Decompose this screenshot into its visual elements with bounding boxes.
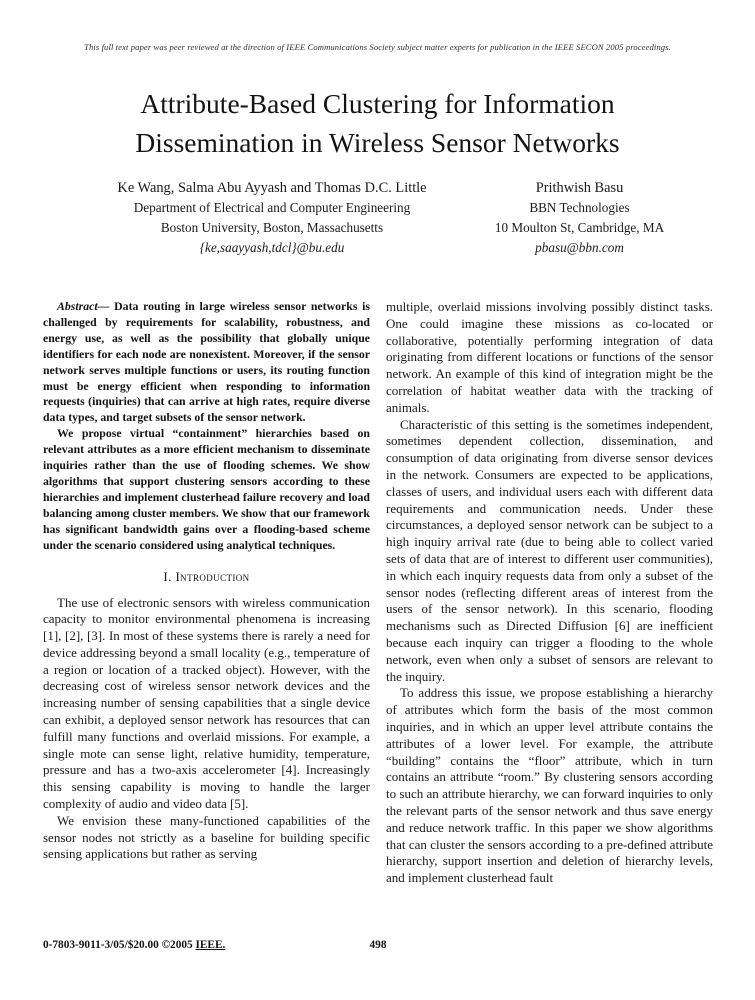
section-title: Introduction bbox=[175, 568, 250, 584]
right-column bbox=[386, 299, 713, 887]
abstract-paragraph-1 bbox=[43, 299, 370, 426]
page-number: 498 bbox=[369, 939, 387, 951]
intro-paragraph-2: We envision these many-functioned capabilities of the sensor nodes not strictly as a baseline for building specific sensing applications but rather as serving bbox=[43, 812, 370, 862]
author-affiliation-university: Boston University, Boston, Massachusetts bbox=[160, 220, 384, 235]
characteristic-paragraph: Characteristic of this setting is the sometimes independent, sometimes dependent collection, dissemination, and consumption of data originating from diverse sensor devices in the network. Consumers are expected to be applications, classes of users, and individual users each with different data requirements and communication needs. Under these circumstances, a deployed sensor network can be subject to a high inquiry arrival rate (due to being able to collect varied sets of data that are of interest to different user communities), in which each inquiry requests data from only a subset of the sensor nodes (reflecting different areas of interest from the users of the sensor network). In this scenario, flooding mechanisms such as Directed Diffusion [6] are inefficient because each inquiry can trigger a flooding to the whole network, even when only a subset of sensors are relevant to the inquiry. bbox=[386, 416, 713, 684]
abstract-paragraph-2: We propose virtual “containment” hierarchies based on relevant attributes as a more efficient mechanism to disseminate inquiries rather than the use of flooding schemes. We show algorithms that support clustering sensors according to these hierarchies and implement clusterhead failure recovery and load balancing among cluster members. We show that our framework has significant bandwidth gains over a flooding-based scheme under the scenario considered using analytical techniques. bbox=[43, 426, 370, 552]
author-affiliation-address: 10 Moulton St, Cambridge, MA bbox=[494, 220, 665, 235]
copyright-text: 0-7803-9011-3/05/$20.00 ©2005 bbox=[43, 939, 196, 951]
author-affiliation-dept: Department of Electrical and Computer Engineering bbox=[133, 200, 411, 215]
author-email: {ke,saayyash,tdcl}@bu.edu bbox=[199, 240, 345, 255]
paper-title-line-1: Attribute-Based Clustering for Information bbox=[140, 88, 615, 119]
peer-review-notice: This full text paper was peer reviewed at the direction of IEEE Communications Society subject matter experts for publication in the IEEE SECON 2005 proceedings. bbox=[84, 42, 671, 52]
abstract-text-1: Data routing in large wireless sensor networks is challenged by requirements for scalability, robustness, and energy use, as well as the possibility that globally unique identifiers for each node are nonexistent. Moreover, if the sensor network serves multiple functions or users, its routing function must be energy efficient when responding to information requests (inquiries) that can arrive at high rates, require diverse data types, and target subsets of the sensor network. bbox=[43, 299, 370, 425]
author-names: Prithwish Basu bbox=[535, 180, 624, 196]
two-column-body bbox=[43, 299, 713, 887]
author-affiliation-company: BBN Technologies bbox=[529, 200, 630, 215]
abstract-label: Abstract— bbox=[57, 299, 110, 313]
abstract bbox=[43, 299, 370, 554]
introduction-text-right bbox=[386, 299, 713, 887]
author-names: Ke Wang, Salma Abu Ayyash and Thomas D.C. Little bbox=[117, 180, 427, 196]
copyright-ieee: IEEE. bbox=[195, 939, 226, 951]
paper-title-line-2: Dissemination in Wireless Sensor Networks bbox=[135, 126, 620, 158]
author-block-bu bbox=[72, 178, 472, 258]
section-heading-introduction bbox=[43, 569, 370, 585]
proposal-paragraph: To address this issue, we propose establishing a hierarchy of attributes which form the basis of the most common inquiries, and in which an upper level attribute contains the attributes of a lower level. For example, the attribute “building” contains the “floor” attribute, which in turn contains an attribute “room.” By clustering sensors according to such an attribute hierarchy, we can forward inquiries to only the relevant parts of the sensor network and thus save energy and reduce network traffic. In this paper we show algorithms that can cluster the sensors according to a pre-defined attribute hierarchy, support insertion and deletion of hierarchy levels, and implement clusterhead fault bbox=[386, 685, 713, 886]
intro-paragraph-1: The use of electronic sensors with wireless communication capacity to monitor environmental phenomena is increasing [1], [2], [3]. In most of these systems there is rarely a need for device addressing beyond a small locality (e.g., temperature of a region or location of a tracked object). However, with the decreasing cost of wireless sensor network devices and the increasing number of sensing capabilities that a single device can exhibit, a deployed sensor network has resources that can fulfill many functions and overlaid missions. For example, a single mote can sense light, relative humidity, temperature, pressure and has a two-axis accelerometer [4]. Increasingly this sensing capability is moving to handle the larger complexity of audio and video data [5]. bbox=[43, 594, 370, 812]
author-email: pbasu@bbn.com bbox=[535, 240, 624, 255]
continued-paragraph: multiple, overlaid missions involving possibly distinct tasks. One could imagine these missions as co-located or collaborative, potentially performing integration of data originating from different locations or functions of the sensor network. An example of this kind of integration might be the correlation of habitat weather data with the tracking of animals. bbox=[386, 299, 713, 415]
introduction-text-left bbox=[43, 595, 370, 864]
left-column bbox=[43, 299, 370, 887]
paper-title bbox=[0, 85, 755, 162]
author-block-bbn bbox=[452, 178, 707, 258]
section-number: I. bbox=[163, 568, 172, 584]
page-footer bbox=[43, 939, 713, 955]
